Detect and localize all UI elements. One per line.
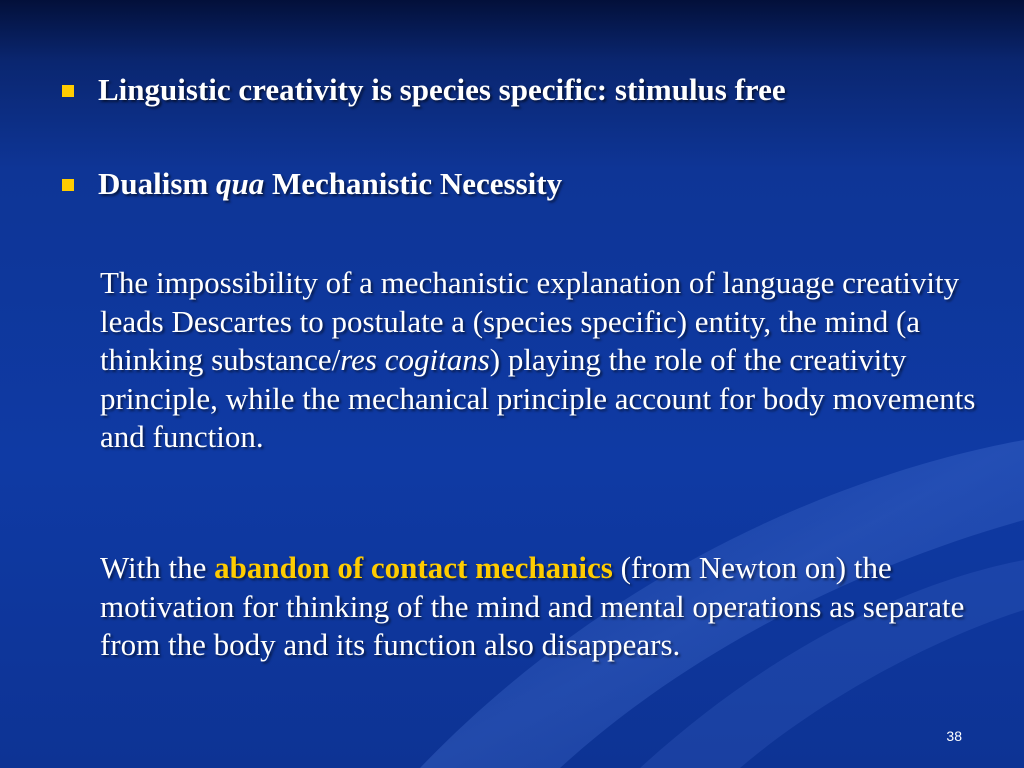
page-number: 38 [946, 728, 962, 744]
paragraph-2-part-2: (from Newton on) the motivation for thinking of the mind and mental operations as separate from the body and its function also disappears. [100, 550, 965, 662]
bullet-item-2 [62, 166, 562, 202]
paragraph-1-part-1: The impossibility of a mechanistic explanation of language creativity leads Descartes to postulate a (species specific) entity, the mind (a thinking substance/ [100, 265, 960, 377]
bullet-text-2 [98, 166, 562, 202]
bullet-text-1: Linguistic creativity is species specific: stimulus free [98, 72, 786, 107]
square-bullet-icon [62, 179, 74, 191]
highlighted-phrase: abandon of contact mechanics [214, 550, 613, 585]
paragraph-descartes [100, 264, 990, 457]
paragraph-1-italic: res cogitans [340, 342, 490, 377]
paragraph-1-part-2: ) playing the role of the creativity principle, while the mechanical principle account for body movements and function. [100, 342, 976, 454]
bullet-text-2-after: Mechanistic Necessity [264, 166, 563, 201]
bullet-text-2-before: Dualism [98, 166, 216, 201]
bullet-text-2-italic: qua [216, 166, 265, 201]
square-bullet-icon [62, 85, 74, 97]
paragraph-2-part-1: With the [100, 550, 215, 585]
bullet-item-1 [62, 72, 786, 108]
paragraph-newton [100, 549, 990, 665]
